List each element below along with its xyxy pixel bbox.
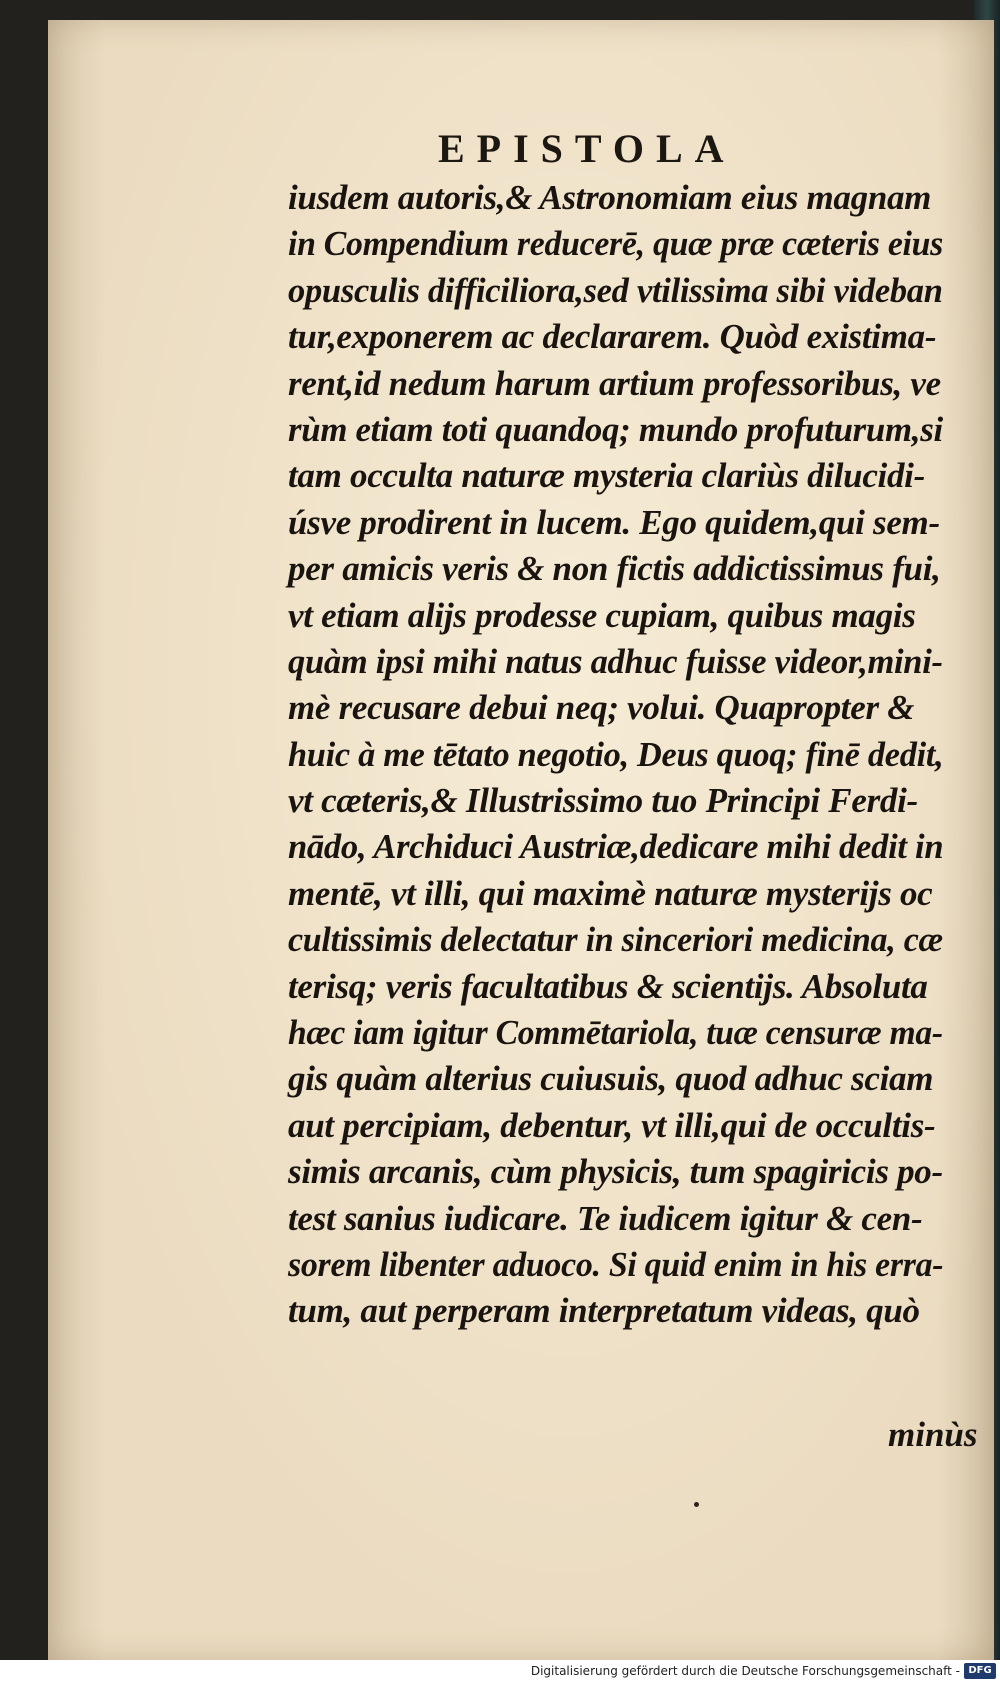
catchword: minùs [888, 1415, 978, 1454]
footer-credit: Digitalisierung gefördert durch die Deutsche Forschungsgemeinschaft - [530, 1664, 960, 1678]
text-line: gis quàm alterius cuiusuis, quod adhuc sciam [288, 1059, 934, 1099]
text-line: per amicis veris & non fictis addictissimus fui, [288, 549, 941, 589]
text-line: terisq; veris facultatibus & scientijs. Absoluta [288, 966, 928, 1006]
text-line: aut percipiam, debentur, vt illi,qui de occultis- [288, 1105, 936, 1145]
text-line: rùm etiam toti quandoq; mundo profuturum,si [288, 409, 943, 449]
book-page [48, 20, 994, 1660]
text-line: rent,id nedum harum artium professoribus, ve [288, 363, 941, 403]
text-line: mè recusare debui neq; volui. Quapropter & [288, 688, 915, 728]
text-line: nādo, Archiduci Austriæ,dedicare mihi dedit in [288, 827, 944, 867]
text-line: sorem libenter aduoco. Si quid enim in his erra- [288, 1244, 944, 1284]
running-head: EPISTOLA [438, 126, 736, 171]
text-line: tur,exponerem ac declararem. Quòd existima- [288, 317, 937, 357]
text-line: hæc iam igitur Commētariola, tuæ censuræ ma- [288, 1013, 943, 1053]
text-line: simis arcanis, cùm physicis, tum spagiricis po- [288, 1152, 943, 1192]
text-line: tam occulta naturæ mysteria clariùs dilucidi- [288, 456, 925, 496]
footer-bar [0, 1660, 1000, 1683]
dfg-logo: DFG [964, 1663, 996, 1679]
text-line: úsve prodirent in lucem. Ego quidem,qui sem- [288, 502, 940, 542]
text-line: tum, aut perperam interpretatum videas, quò [288, 1291, 920, 1331]
text-line: quàm ipsi mihi natus adhuc fuisse videor,mini- [288, 641, 943, 681]
text-line: mentē, vt illi, qui maximè naturæ mysterijs oc [288, 873, 933, 913]
text-line: huic à me tētato negotio, Deus quoq; finē dedit, [288, 734, 944, 774]
text-line: cultissimis delectatur in sinceriori medicina, cæ [288, 920, 943, 960]
ink-dot [694, 1502, 699, 1507]
body-text [288, 175, 943, 1335]
text-line: opusculis difficiliora,sed vtilissima sibi videban [288, 270, 943, 310]
text-line: iusdem autoris,& Astronomiam eius magnam [288, 178, 932, 217]
text-line: vt etiam alijs prodesse cupiam, quibus magis [288, 595, 916, 635]
text-line: vt cæteris,& Illustrissimo tuo Principi Ferdi- [288, 781, 918, 821]
text-line: test sanius iudicare. Te iudicem igitur & cen- [288, 1198, 923, 1238]
text-line: in Compendium reducerē, quæ præ cæteris eius [288, 224, 944, 264]
